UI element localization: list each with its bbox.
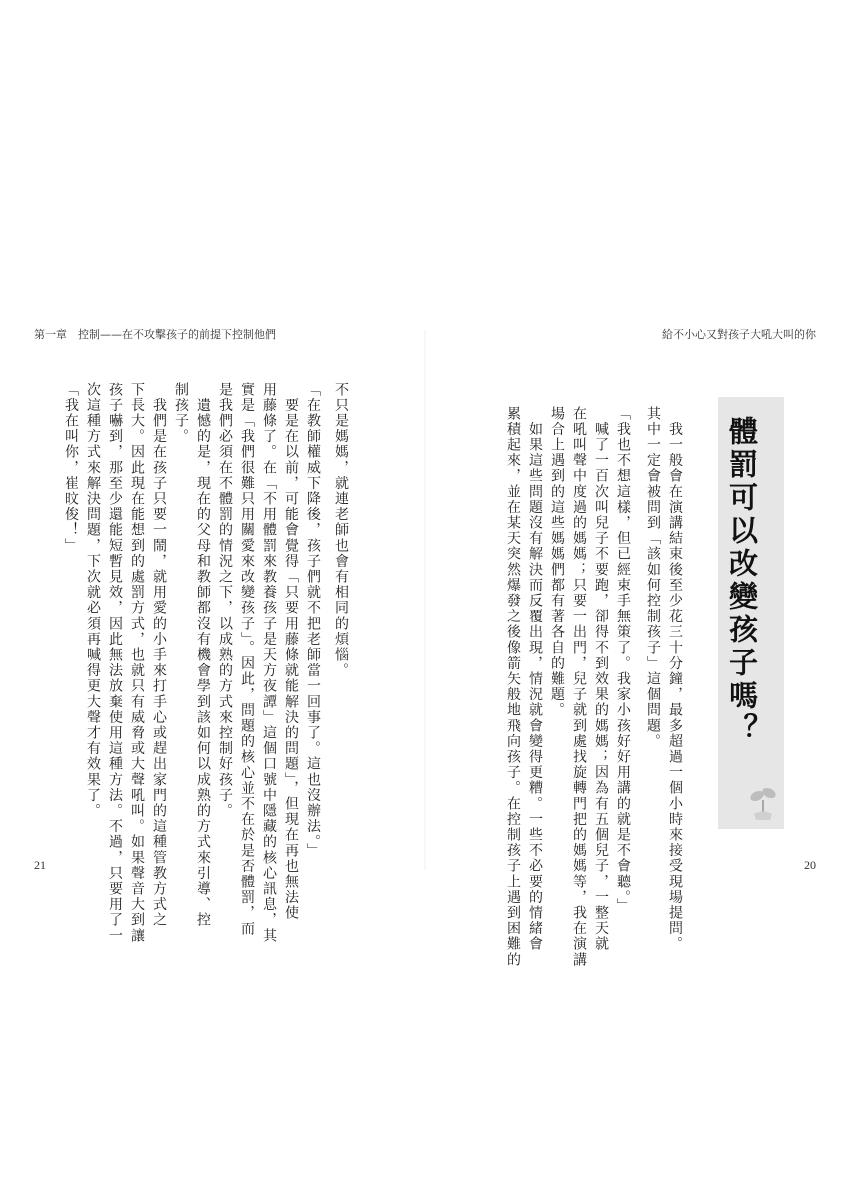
body-column: 不只是媽媽，就連老師也會有相同的煩惱。 <box>333 382 349 679</box>
page-number-right: 20 <box>804 858 816 872</box>
body-column: 其中一定會被問到「該如何控制孩子」這個問題。 <box>645 406 661 750</box>
body-column: 孩子嚇到，那至少還能短暫見效，因此無法放棄使用這種方法。不過，只要用了一 <box>107 382 123 944</box>
body-column: 制孩子。 <box>173 382 189 445</box>
body-column: 實是「我們很難只用關愛來改變孩子」。因此，問題的核心並不在於是否體罰，而 <box>239 382 255 937</box>
body-column: 場合上遇到的這些媽媽們都有著各自的難題。 <box>549 406 565 718</box>
body-column: 要是在以前，可能會覺得「只要用藤條就能解決的問題」，但現在再也無法使 <box>283 382 299 921</box>
body-column: 用藤條了。在「不用體罰來教養孩子是天方夜譚」這個口號中隱藏的核心訊息，其 <box>261 382 277 944</box>
body-column: 如果這些問題沒有解決而反覆出現，情況就會變得更糟。一些不必要的情緒會 <box>527 406 543 952</box>
body-column: 次這種方式來解決問題，下次就必須再喊得更大聲才有效果了。 <box>85 382 101 819</box>
page-number-left: 21 <box>34 858 46 872</box>
body-column: 在吼叫聲中度過的媽媽；只要一出門，兒子就到處找旋轉門把的媽媽等，我在演講 <box>571 406 587 968</box>
sprout-icon <box>748 780 778 820</box>
body-column: 我一般會在演講結束後至少花三十分鐘，最多超過一個小時來接受現場提問。 <box>667 406 683 952</box>
body-column: 下長大。因此現在能想到的處罰方式，也就只有威脅或大聲吼叫。如果聲音大到讓 <box>129 382 145 944</box>
body-column: 「我也不想這樣，但已經束手無策了。我家小孩好好用講的就是不會聽。」 <box>615 406 631 914</box>
running-header-left: 第一章 控制——在不攻擊孩子的前提下控制他們 <box>34 328 276 341</box>
body-column: 累積起來，並在某天突然爆發之後像箭矢般地飛向孩子。在控制孩子上遇到困難的 <box>505 406 521 968</box>
body-column: 遺憾的是，現在的父母和教師都沒有機會學到該如何以成熟的方式來引導、控 <box>195 382 211 928</box>
body-column: 喊了一百次叫兒子不要跑，卻得不到效果的媽媽；因為有五個兒子，一整天就 <box>593 406 609 952</box>
running-header-right: 給不小心又對孩子大吼大叫的你 <box>662 328 816 341</box>
body-column: 我們是在孩子只要一鬧，就用愛的小手來打手心或趕出家門的這種管教方式之 <box>151 382 167 928</box>
section-title: 體罰可以改變孩子嗎？ <box>725 416 759 746</box>
gutter <box>424 330 426 870</box>
body-column: 是我們必須在不體罰的情況之下，以成熟的方式來控制好孩子。 <box>217 382 233 819</box>
body-column: 「在教師權威下降後，孩子們就不把老師當一回事了。這也沒辦法。」 <box>305 382 321 859</box>
body-column: 「我在叫你，崔旼俊！」 <box>63 382 79 554</box>
